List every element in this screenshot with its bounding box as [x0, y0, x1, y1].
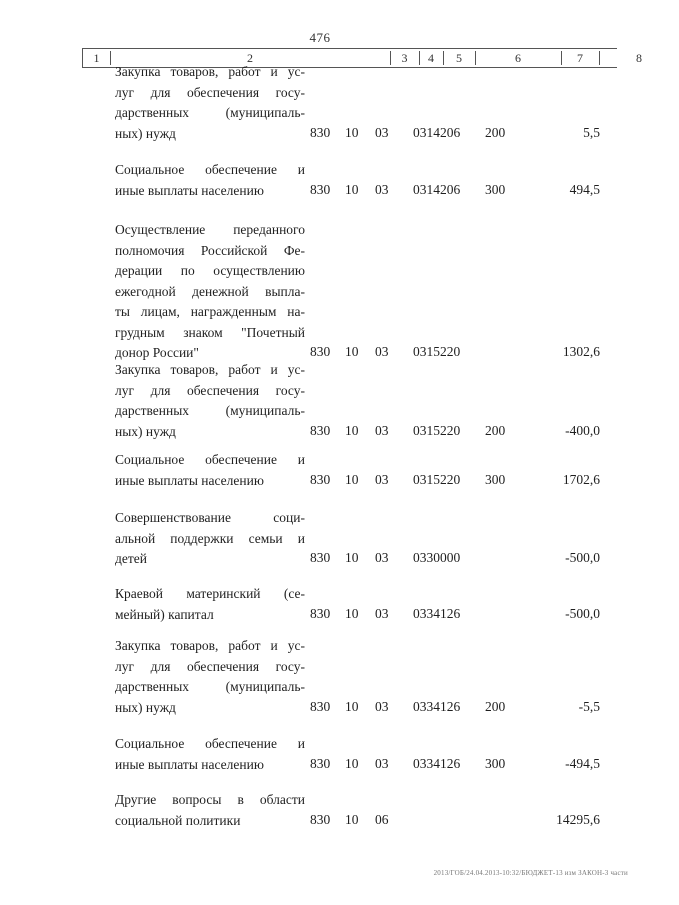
cell-col-7: 200 — [485, 124, 506, 140]
description-line: ных) нужд — [115, 125, 176, 141]
description-line: иные выплаты населению — [115, 182, 264, 198]
description-line: иные выплаты населению — [115, 472, 264, 488]
column-header-4: 4 — [419, 51, 444, 65]
row-description — [115, 450, 305, 491]
description-line: Социальное обеспечение и — [115, 162, 305, 177]
description-line: луг для обеспечения госу- — [115, 658, 305, 674]
page-number: 476 — [309, 30, 331, 45]
cell-col-6: 0334126 — [413, 605, 461, 621]
cell-col-5: 03 — [375, 422, 389, 438]
cell-col-8: -494,5 — [565, 755, 600, 771]
cell-col-3: 830 — [310, 471, 331, 487]
cell-col-4: 10 — [345, 550, 359, 565]
description-line: альной поддержки семьи и — [115, 530, 305, 546]
description-line: ных) нужд — [115, 423, 176, 439]
cell-col-3: 830 — [310, 124, 331, 140]
cell-col-3: 830 — [310, 344, 331, 359]
cell-col-4: 10 — [345, 422, 359, 438]
description-line: ежегодной денежной выпла- — [115, 283, 305, 299]
cell-col-8: 5,5 — [583, 124, 600, 140]
cell-col-3: 830 — [310, 811, 331, 827]
column-header-6: 6 — [475, 51, 562, 65]
cell-col-7: 200 — [485, 422, 506, 438]
cell-col-4: 10 — [345, 811, 359, 827]
cell-col-7: 300 — [485, 471, 506, 487]
cell-col-8: -400,0 — [565, 422, 600, 438]
cell-col-6: 0334126 — [413, 698, 461, 714]
cell-col-3: 830 — [310, 605, 331, 621]
description-line: дарственных (муниципаль- — [115, 679, 305, 694]
document-footer: 2013/ГОБ/24.04.2013-10:32/БЮДЖЕТ-13 изм ЗАКОН-3 части — [433, 869, 628, 877]
cell-col-5: 03 — [375, 181, 389, 197]
description-line: Социальное обеспечение и — [115, 736, 305, 751]
description-line: Закупка товаров, работ и ус- — [115, 64, 305, 79]
cell-col-3: 830 — [310, 422, 331, 438]
cell-col-4: 10 — [345, 698, 359, 714]
cell-col-5: 03 — [375, 698, 389, 714]
cell-col-3: 830 — [310, 181, 331, 197]
description-line: дарственных (муниципаль- — [115, 403, 305, 418]
description-line: мейный) капитал — [115, 606, 214, 622]
description-line: Краевой материнский (се- — [115, 586, 305, 601]
cell-col-7: 300 — [485, 755, 506, 771]
row-description — [115, 636, 305, 718]
description-line: Закупка товаров, работ и ус- — [115, 362, 305, 377]
cell-col-5: 03 — [375, 124, 389, 140]
cell-col-5: 06 — [375, 811, 389, 827]
cell-col-6: 0314206 — [413, 124, 461, 140]
cell-col-8: -500,0 — [565, 605, 600, 621]
row-description — [115, 790, 305, 831]
row-description — [115, 62, 305, 144]
cell-col-8: 1302,6 — [562, 344, 600, 359]
cell-col-7: 200 — [485, 698, 506, 714]
description-line: луг для обеспечения госу- — [115, 382, 305, 398]
row-description — [115, 220, 305, 364]
cell-col-8: 1702,6 — [562, 471, 600, 487]
description-line: социальной политики — [115, 812, 241, 828]
cell-col-3: 830 — [310, 698, 331, 714]
cell-col-7: 300 — [485, 181, 506, 197]
cell-col-6: 0314206 — [413, 181, 461, 197]
description-line: Социальное обеспечение и — [115, 452, 305, 467]
description-line: Осуществление переданного — [115, 222, 305, 237]
description-line: дерации по осуществлению — [115, 263, 305, 278]
cell-col-6: 0330000 — [413, 550, 461, 565]
row-description — [115, 508, 305, 570]
description-line: донор России" — [115, 345, 199, 360]
cell-col-5: 03 — [375, 344, 389, 359]
row-description — [115, 160, 305, 201]
cell-col-6: 0315220 — [413, 422, 461, 438]
cell-col-8: -500,0 — [565, 550, 600, 565]
description-line: детей — [115, 551, 147, 566]
description-line: ты лицам, награжденным на- — [115, 304, 305, 319]
cell-col-4: 10 — [345, 344, 359, 359]
column-header-7: 7 — [561, 51, 600, 65]
row-description — [115, 584, 305, 625]
column-header-2: 2 — [110, 51, 391, 65]
row-description — [115, 360, 305, 442]
column-header-8: 8 — [636, 51, 642, 65]
cell-col-4: 10 — [345, 605, 359, 621]
cell-col-4: 10 — [345, 755, 359, 771]
column-header-1: 1 — [83, 51, 111, 65]
row-description — [115, 734, 305, 775]
cell-col-4: 10 — [345, 124, 359, 140]
description-line: дарственных (муниципаль- — [115, 105, 305, 120]
description-line: грудным знаком "Почетный — [115, 324, 305, 340]
cell-col-5: 03 — [375, 605, 389, 621]
column-header-3: 3 — [390, 51, 420, 65]
cell-col-5: 03 — [375, 471, 389, 487]
cell-col-5: 03 — [375, 755, 389, 771]
description-line: Другие вопросы в области — [115, 792, 305, 807]
description-line: иные выплаты населению — [115, 756, 264, 772]
cell-col-8: -5,5 — [578, 698, 600, 714]
cell-col-3: 830 — [310, 550, 331, 565]
description-line: полномочия Российской Фе- — [115, 242, 305, 258]
cell-col-8: 14295,6 — [556, 811, 600, 827]
cell-col-4: 10 — [345, 181, 359, 197]
description-line: луг для обеспечения госу- — [115, 84, 305, 100]
cell-col-3: 830 — [310, 755, 331, 771]
description-line: ных) нужд — [115, 699, 176, 715]
cell-col-8: 494,5 — [569, 181, 600, 197]
description-line: Совершенствование соци- — [115, 510, 305, 525]
description-line: Закупка товаров, работ и ус- — [115, 638, 305, 653]
cell-col-6: 0315220 — [413, 471, 461, 487]
column-header-5: 5 — [443, 51, 476, 65]
cell-col-6: 0334126 — [413, 755, 461, 771]
cell-col-4: 10 — [345, 471, 359, 487]
cell-col-5: 03 — [375, 550, 389, 565]
cell-col-6: 0315220 — [413, 344, 461, 359]
